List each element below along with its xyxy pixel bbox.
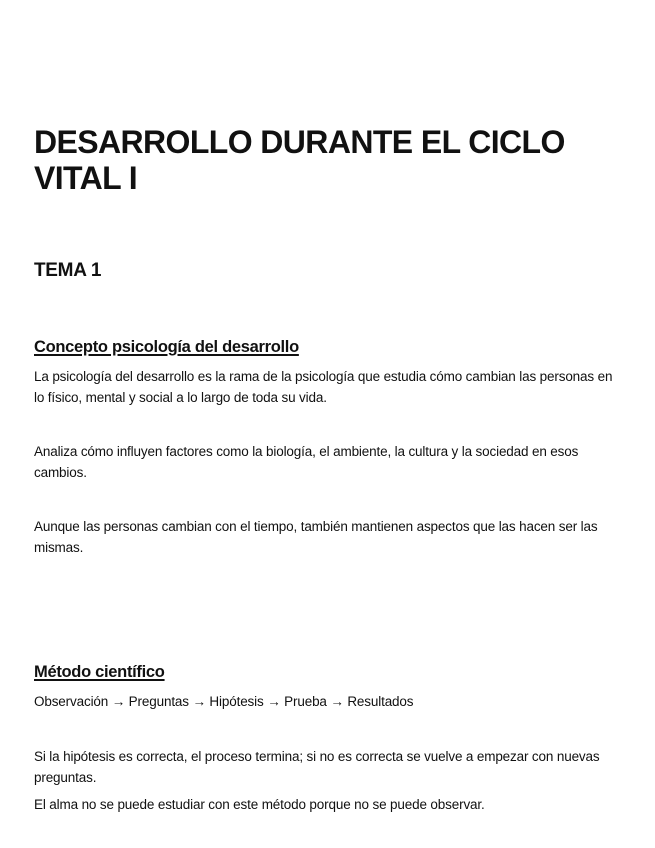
paragraph-alma: El alma no se puede estudiar con este método porque no se puede observar.	[34, 797, 485, 812]
section-heading-metodo: Método científico	[34, 663, 165, 681]
paragraph-definicion: La psicología del desarrollo es la rama de la psicología que estudia cómo cambian las personas en lo físico, mental y social a lo largo de toda su vida.	[34, 369, 613, 405]
paragraph-pasos-metodo: Observación → Preguntas → Hipótesis → Prueba → Resultados	[34, 694, 414, 709]
document-title: DESARROLLO DURANTE EL CICLO VITAL I	[34, 124, 565, 196]
topic-heading: TEMA 1	[34, 260, 102, 281]
paragraph-hipotesis: Si la hipótesis es correcta, el proceso termina; si no es correcta se vuelve a empezar con nuevas preguntas.	[34, 749, 600, 785]
paragraph-factores: Analiza cómo influyen factores como la biología, el ambiente, la cultura y la sociedad en esos cambios.	[34, 444, 579, 480]
paragraph-continuidad: Aunque las personas cambian con el tiempo, también mantienen aspectos que las hacen ser las mismas.	[34, 519, 598, 555]
section-heading-concepto: Concepto psicología del desarrollo	[34, 338, 299, 356]
